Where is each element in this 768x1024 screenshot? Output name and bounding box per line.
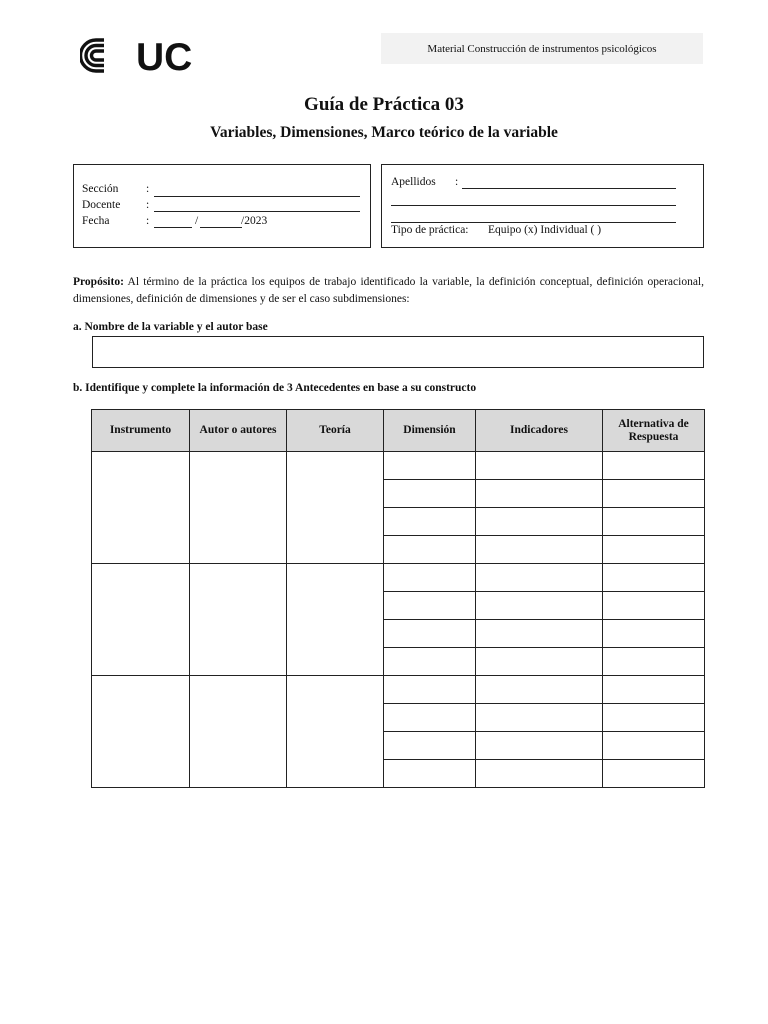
fecha-separator: / bbox=[195, 215, 199, 227]
dimension-cell[interactable] bbox=[384, 592, 476, 620]
teoria-cell[interactable] bbox=[287, 452, 384, 564]
table-row bbox=[92, 676, 705, 704]
instrumento-cell[interactable] bbox=[92, 676, 190, 788]
dimension-cell[interactable] bbox=[384, 732, 476, 760]
section-b-heading: b. Identifique y complete la información de 3 Antecedentes en base a su constructo bbox=[73, 382, 477, 394]
section-a-heading: a. Nombre de la variable y el autor base bbox=[73, 321, 268, 333]
purpose-text: Al término de la práctica los equipos de trabajo identificado la variable, la definición conceptual, definición operacional, dimensiones, definición de dimensiones y de ser el caso subdimensiones: bbox=[73, 276, 704, 305]
dimension-cell[interactable] bbox=[384, 564, 476, 592]
alternativa-cell[interactable] bbox=[603, 508, 705, 536]
header-instrumento: Instrumento bbox=[92, 410, 190, 452]
material-header bbox=[381, 33, 703, 64]
info-box-left bbox=[73, 164, 371, 248]
fecha-label: Fecha bbox=[82, 215, 110, 227]
apellidos-field-line3[interactable] bbox=[391, 222, 676, 223]
alternativa-cell[interactable] bbox=[603, 592, 705, 620]
dimension-cell[interactable] bbox=[384, 676, 476, 704]
dimension-cell[interactable] bbox=[384, 620, 476, 648]
alternativa-cell[interactable] bbox=[603, 648, 705, 676]
purpose-paragraph bbox=[73, 274, 704, 308]
docente-colon: : bbox=[146, 199, 150, 211]
fecha-day-field[interactable] bbox=[154, 227, 192, 228]
logo-text: UC bbox=[136, 36, 193, 76]
material-label: Material Construcción de instrumentos psicológicos bbox=[427, 42, 657, 55]
header-teoria: Teoría bbox=[287, 410, 384, 452]
indicadores-cell[interactable] bbox=[476, 508, 603, 536]
purpose-label: Propósito: bbox=[73, 276, 124, 288]
alternativa-cell[interactable] bbox=[603, 704, 705, 732]
apellidos-label: Apellidos bbox=[391, 176, 436, 188]
alternativa-cell[interactable] bbox=[603, 760, 705, 788]
seccion-colon: : bbox=[146, 183, 150, 195]
table-row bbox=[92, 564, 705, 592]
indicadores-cell[interactable] bbox=[476, 732, 603, 760]
fecha-year: /2023 bbox=[241, 215, 268, 227]
dimension-cell[interactable] bbox=[384, 536, 476, 564]
indicadores-cell[interactable] bbox=[476, 704, 603, 732]
indicadores-cell[interactable] bbox=[476, 760, 603, 788]
fecha-month-field[interactable] bbox=[200, 227, 242, 228]
dimension-cell[interactable] bbox=[384, 704, 476, 732]
alternativa-cell[interactable] bbox=[603, 676, 705, 704]
autor-cell[interactable] bbox=[190, 676, 287, 788]
fecha-colon: : bbox=[146, 215, 150, 227]
indicadores-cell[interactable] bbox=[476, 592, 603, 620]
indicadores-cell[interactable] bbox=[476, 452, 603, 480]
apellidos-colon: : bbox=[455, 176, 459, 188]
autor-cell[interactable] bbox=[190, 564, 287, 676]
alternativa-cell[interactable] bbox=[603, 732, 705, 760]
page-title: Guía de Práctica 03 bbox=[304, 94, 464, 115]
antecedents-table bbox=[91, 409, 705, 788]
indicadores-cell[interactable] bbox=[476, 564, 603, 592]
indicadores-cell[interactable] bbox=[476, 480, 603, 508]
uc-logo bbox=[80, 36, 200, 76]
instrumento-cell[interactable] bbox=[92, 564, 190, 676]
header-alternativa: Alternativa de Respuesta bbox=[603, 410, 705, 452]
teoria-cell[interactable] bbox=[287, 564, 384, 676]
tipo-practica-label: Tipo de práctica: bbox=[391, 224, 469, 236]
alternativa-cell[interactable] bbox=[603, 564, 705, 592]
dimension-cell[interactable] bbox=[384, 648, 476, 676]
seccion-field[interactable] bbox=[154, 196, 360, 197]
alternativa-cell[interactable] bbox=[603, 480, 705, 508]
indicadores-cell[interactable] bbox=[476, 536, 603, 564]
docente-field[interactable] bbox=[154, 211, 360, 212]
alternativa-cell[interactable] bbox=[603, 620, 705, 648]
variable-author-input[interactable] bbox=[92, 336, 704, 368]
indicadores-cell[interactable] bbox=[476, 676, 603, 704]
dimension-cell[interactable] bbox=[384, 508, 476, 536]
table-row bbox=[92, 452, 705, 480]
docente-label: Docente bbox=[82, 199, 121, 211]
dimension-cell[interactable] bbox=[384, 760, 476, 788]
dimension-cell[interactable] bbox=[384, 480, 476, 508]
header-indicadores: Indicadores bbox=[476, 410, 603, 452]
autor-cell[interactable] bbox=[190, 452, 287, 564]
header-dimension: Dimensión bbox=[384, 410, 476, 452]
table-header-row bbox=[92, 410, 705, 452]
info-box-right bbox=[381, 164, 704, 248]
alternativa-cell[interactable] bbox=[603, 452, 705, 480]
alternativa-cell[interactable] bbox=[603, 536, 705, 564]
apellidos-field[interactable] bbox=[462, 188, 676, 189]
instrumento-cell[interactable] bbox=[92, 452, 190, 564]
teoria-cell[interactable] bbox=[287, 676, 384, 788]
header-autor: Autor o autores bbox=[190, 410, 287, 452]
tipo-practica-options[interactable]: Equipo (x) Individual ( ) bbox=[488, 224, 602, 236]
seccion-label: Sección bbox=[82, 183, 119, 195]
indicadores-cell[interactable] bbox=[476, 620, 603, 648]
page-subtitle: Variables, Dimensiones, Marco teórico de la variable bbox=[210, 124, 558, 141]
indicadores-cell[interactable] bbox=[476, 648, 603, 676]
dimension-cell[interactable] bbox=[384, 452, 476, 480]
apellidos-field-line2[interactable] bbox=[391, 205, 676, 206]
